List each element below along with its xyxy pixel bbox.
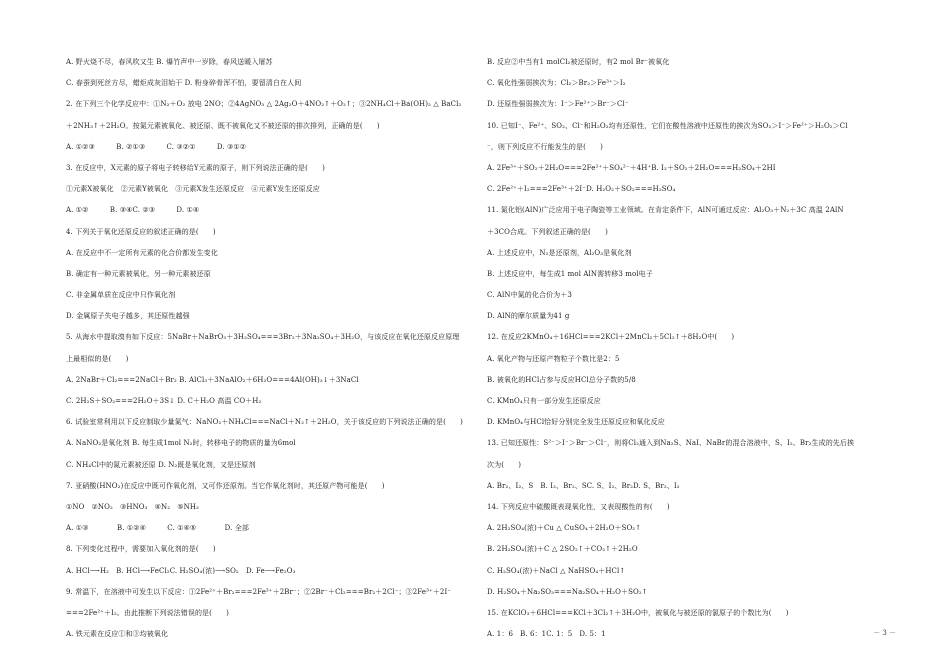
- left-column: [66, 58, 466, 651]
- text-line: B. 确定有一种元素被氧化，另一种元素被还原: [66, 269, 211, 278]
- text-line: ①NO ②NO₂ ③HNO₃ ④N₂ ⑤NH₃: [66, 502, 199, 511]
- text-line: C. AlN中氮的化合价为＋3: [487, 291, 572, 300]
- text-line: B. 被氧化的HCl占参与反应HCl总分子数的5/8: [487, 375, 636, 384]
- text-line: C. H₂SO₄(浓)＋NaCl △ NaHSO₄＋HCl↑: [487, 566, 626, 575]
- text-line: A. ①②③ B. ②①③ C. ③②① D. ③①②: [66, 142, 247, 151]
- question-6: 6. 试验室常利用以下反应制取少量氮气：NaNO₂＋NH₄Cl===NaCl＋N₂↑＋2H₂O，关于该反应的下列说法正确的是( ): [66, 418, 463, 427]
- text-line: A. 上述反应中，N₂是还原剂，Al₂O₃是氧化剂: [487, 248, 632, 257]
- text-line: A. HCl⟶H₂ B. HCl⟶FeCl₂C. H₂SO₄(浓)⟶SO₂ D. Fe⟶Fe₂O₃: [66, 566, 296, 575]
- question-7: 7. 亚硝酸(HNO₂)在反应中既可作氧化剂，又可作还原剂。当它作氧化剂时，其还原产物可能是( ): [66, 481, 385, 490]
- text-line: A. ①③ B. ①②④ C. ①④⑤ D. 全部: [66, 524, 249, 533]
- text-line: B. 2H₂SO₄(浓)＋C △ 2SO₂↑＋CO₂↑＋2H₂O: [487, 545, 638, 554]
- question-2: 2. 在下列三个化学反应中：①N₂＋O₂ 放电 2NO；②4AgNO₃ △ 2Ag₂O＋4NO₂↑＋O₂↑；③2NH₄Cl＋Ba(OH)₂ △ BaCl₂: [66, 100, 462, 109]
- text-line: C. 2Fe²⁺＋I₂===2Fe³⁺＋2I⁻D. H₂O₂＋SO₂===H₂SO₄: [487, 185, 676, 194]
- text-line: C. KMnO₄只有一部分发生还原反应: [487, 397, 601, 405]
- text-line: C. 2H₂S＋SO₂===2H₂O＋3S↓ D. C＋H₂O 高温 CO＋H₂: [66, 397, 262, 405]
- text-line: C. 非金属单质在反应中只作氧化剂: [66, 291, 176, 300]
- question-15: 15. 在KClO₃＋6HCl===KCl＋3Cl₂↑＋3H₂O中，被氧化与被还原的氯原子的个数比为( ): [487, 608, 789, 617]
- text-line: C. 春蚕到死丝方尽，蜡炬成灰泪始干 D. 粉身碎骨浑不怕，要留清白在人间: [66, 79, 302, 88]
- text-line: D. AlN的摩尔质量为41 g: [487, 312, 570, 321]
- text-line: A. 野火烧不尽，春风吹又生 B. 爆竹声中一岁除，春风送暖入屠苏: [66, 58, 273, 66]
- text-line: A. 2NaBr＋Cl₂===2NaCl＋Br₂ B. AlCl₃＋3NaAlO₂＋6H₂O===4Al(OH)₃↓＋3NaCl: [66, 375, 359, 384]
- text-line: ①元素X被氧化 ②元素Y被氧化 ③元素X发生还原反应 ④元素Y发生还原反应: [66, 185, 320, 194]
- text-line: D. 还原性强弱挨次为：I⁻＞Fe²⁺＞Br⁻＞Cl⁻: [487, 100, 629, 109]
- text-line: C. 氧化性强弱挨次为：Cl₂＞Br₂＞Fe³⁺＞I₂: [487, 79, 626, 88]
- text-line: A. 氧化产物与还原产物粒子个数比是2：5: [487, 354, 620, 363]
- text-line: A. NaNO₂是氧化剂 B. 每生成1mol N₂时，转移电子的物质的量为6mol: [66, 439, 296, 448]
- text-line: ＋2NH₃↑＋2H₂O。按氮元素被氧化、被还原、既不被氧化又不被还原的排次排列，正确的是( ): [66, 121, 380, 130]
- page-number: － 3 －: [873, 629, 896, 637]
- text-line: A. 1：6 B. 6：1C. 1：5 D. 5：1: [487, 630, 606, 639]
- text-line: A. 在反应中不一定所有元素的化合价都发生变化: [66, 248, 218, 257]
- question-5: 5. 从海水中提取溴有如下反应：5NaBr＋NaBrO₃＋3H₂SO₄===3Br₂＋3Na₂SO₄＋3H₂O，与该反应在氧化还原反应原理: [66, 333, 460, 342]
- text-line: A. 2Fe³⁺＋SO₂＋2H₂O===2Fe²⁺＋SO₄²⁻＋4H⁺B. I₂＋SO₂＋2H₂O===H₂SO₄＋2HI: [487, 163, 776, 172]
- text-line: B. 上述反应中，每生成1 mol AlN需转移3 mol电子: [487, 269, 653, 278]
- text-line: D. 金属原子失电子越多，其还原性越强: [66, 312, 190, 321]
- right-column: [487, 58, 892, 651]
- text-line: A. 2H₂SO₄(浓)＋Cu △ CuSO₄＋2H₂O＋SO₂↑: [487, 524, 642, 533]
- text-line: ＋3CO合成。下列叙述正确的是( ): [487, 227, 608, 236]
- text-line: ===2Fe²⁺＋I₂。由此推断下列说法错误的是( ): [66, 608, 229, 617]
- question-11: 11. 氮化铝(AlN)广泛应用于电子陶瓷等工业领域。在肯定条件下，AlN可通过反应：Al₂O₃＋N₂＋3C 高温 2AlN: [487, 206, 844, 215]
- question-10: 10. 已知I⁻、Fe²⁺、SO₂、Cl⁻和H₂O₂均有还原性，它们在酸性溶液中还原性的挨次为SO₂＞I⁻＞Fe²⁺＞H₂O₂＞Cl: [487, 121, 848, 130]
- question-12: 12. 在反应2KMnO₄＋16HCl===2KCl＋2MnCl₂＋5Cl₂↑＋8H₂O中( ): [487, 333, 735, 342]
- text-line: A. Br₂、I₂、S B. I₂、Br₂、SC. S、I₂、Br₂D. S、Br₂、I₂: [487, 481, 680, 490]
- text-line: 次为( ): [487, 460, 522, 469]
- text-line: A. 铁元素在反应①和③均被氧化: [66, 630, 169, 639]
- text-line: ⁻，则下列反应不行能发生的是( ): [487, 142, 603, 151]
- question-14: 14. 下列反应中硫酸既表现氧化性，又表现酸性的有( ): [487, 502, 670, 511]
- question-3: 3. 在反应中，X元素的原子将电子转移给Y元素的原子，则下列说法正确的是( ): [66, 163, 325, 172]
- text-line: D. KMnO₄与HCl恰好分别完全发生还原反应和氧化反应: [487, 418, 665, 427]
- text-line: D. H₂SO₄＋Na₂SO₃===Na₂SO₄＋H₂O＋SO₂↑: [487, 587, 648, 596]
- text-line: C. NH₄Cl中的氮元素被还原 D. N₂既是氧化剂，又是还原剂: [66, 460, 256, 469]
- text-line: B. 反应②中当有1 molCl₂被还原时，有2 mol Br⁻被氧化: [487, 58, 670, 66]
- question-8: 8. 下列变化过程中，需要加入氧化剂的是( ): [66, 545, 216, 554]
- question-13: 13. 已知还原性：S²⁻＞I⁻＞Br⁻＞Cl⁻，则将Cl₂通入到Na₂S、NaI、NaBr的混合溶液中，S、I₂、Br₂生成的先后挨: [487, 439, 855, 448]
- text-line: A. ①② B. ③④C. ②③ D. ①④: [66, 206, 200, 215]
- question-4: 4. 下列关于氧化还原反应的叙述正确的是( ): [66, 227, 216, 236]
- text-line: 上最相似的是( ): [66, 354, 129, 363]
- question-9: 9. 常温下，在溶液中可发生以下反应：①2Fe²⁺＋Br₂===2Fe³⁺＋2Br⁻；②2Br⁻＋Cl₂===Br₂＋2Cl⁻；③2Fe³⁺＋2I⁻: [66, 587, 452, 596]
